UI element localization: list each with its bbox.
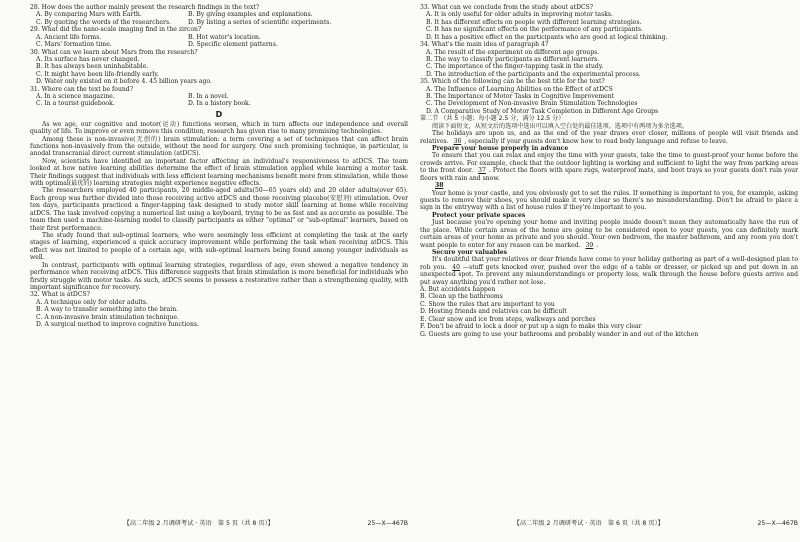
option-33c: C. It has no significant effects on the performance of any participants. [426,26,643,34]
question-33: 33. What can we conclude from the study about atDCS? [420,4,594,11]
question-30: 30. What can we learn about Mars from the research? [30,48,198,56]
footer-left [30,520,408,532]
option-35a: A. The Influence of Learning Abilities on the Effect of atDCS [426,85,613,93]
option-30b: B. It has always been uninhabitable. [36,63,149,71]
passage-paragraph: As we age, our cognitive and motor(运动) functions worsen, which in turn affects our independence and overall quality of life. To improve or even remove this condition, research has given rise to many promising technologies. [30,120,408,136]
blank-40[interactable]: 40 [452,263,460,271]
blank-38[interactable]: 38 [435,182,444,190]
footer-code: 25—X—467B [757,520,798,527]
option-28b: B. By giving examples and explanations. [188,11,313,19]
option-29b: B. Hot water's location. [188,33,261,41]
question-31: 31. Where can the text be found? [30,85,133,93]
option-32a: A. A technique only for older adults. [36,298,148,306]
options-row [36,11,408,18]
option-28c: C. By quoting the words of the researchers. [36,18,172,26]
option-33d: D. It has a positive effect on the participants who are good at logical thinking. [426,33,668,41]
option-30d: D. Water only existed on it before 4. 45 billion years ago. [36,78,212,86]
option-35d: D. A Comparative Study of Motor Task Completion in Different Age Groups [426,107,659,115]
footer-page-label: 【高二年级 2 月调研考试 · 英语 第 6 页（共 8 页）】 [513,520,664,527]
passage-text: It's doubtful that your relatives or dear friends have come to your holiday gathering as part of a well-designed plan to rob you. [420,256,798,271]
option-31a: A. In a science magazine. [36,93,115,101]
question-35: 35. Which of the following can be the best title for the text? [420,78,605,86]
option-29d: D. Specific element patterns. [188,41,278,49]
option-34c: C. The importance of the finger-tapping task in the study. [426,63,604,71]
passage-paragraph: Your home is your castle, and you obviously get to set the rules. If something is important to you, for example, asking guests to remove their shoes, you should make it very clear so there's no misunderstanding. Don't be afraid to place a sign in the entryway with a list of house rules if they're important to you. [420,189,798,212]
passage-text: The holidays are upon us, and as the end of the year draws ever closer, millions of people will visit friends and relatives. [420,130,798,145]
choice-d: D. Hosting friends and relatives can be difficult [420,308,567,316]
footer-page-label: 【高二年级 2 月调研考试 · 英语 第 5 页（共 8 页）】 [123,520,274,527]
subheading-valuables: Secure your valuables [432,248,508,256]
options-row [36,100,408,107]
passage-text: . Protect the floors with spare rugs, waterproof mats, and boot trays so your guests don't ruin your floors with rain and snow. [420,167,798,182]
option-31c: C. In a tourist guidebook. [36,100,115,108]
options-row [36,93,408,100]
option-34a: A. The result of the experiment on different age groups. [426,48,600,56]
right-page [420,4,798,516]
option-30c: C. It might have been life-friendly early. [36,70,159,78]
passage-paragraph: Among these is non-invasive(无创的) brain stimulation: a term covering a set of techniques that can affect brain functions non-invasively from the outside, without the need for surgery. One such promising technique, in particular, is anodal transcranial direct current stimulation (atDCS). [30,135,408,158]
passage-paragraph [420,219,798,249]
option-29c: C. Mars' formation time. [36,41,112,49]
passage-text: To ensure that you can relax and enjoy the time with your guests, take the time to guest-proof your home before the crowds arrive. For example, check that the outdoor lighting is working and sufficient to light the way from parking areas to the front door. [420,152,798,175]
section-2-heading: 第二节 （共 5 小题；每小题 2.5 分，满分 12.5 分） [420,115,565,123]
footer-right [420,520,798,532]
passage-paragraph [420,130,798,145]
option-32c: C. A non-invasive brain stimulation technique. [36,313,179,321]
passage-text: —stuff gets knocked over, pushed over the edge of a table or dresser, or picked up and put down in an unexpected spot. To prevent any misunderstandings or property loss, walk through the house before guests arrive and put away anything you'd rather not lose. [420,263,798,286]
option-35b: B. The Importance of Motor Tasks in Cognitive Improvement [426,93,615,101]
options-row [36,41,408,48]
option-34b: B. The way to classify participants as different learners. [426,55,600,63]
choice-g: G. Guests are going to use your bathrooms and probably wander in and out of the kitchen [420,330,699,338]
option-31d: D. In a history book. [188,100,251,108]
passage-paragraph [420,152,798,182]
option-33a: A. It is only useful for older adults in improving motor tasks. [426,11,613,19]
passage-text: Just because you're opening your home and inviting people inside doesn't mean they automatically have the run of the place. While certain areas of the home are going to be considered open to your guests, you can definitely mark certain areas of your home as private and you should. Your own bedroom, the master bathroom, and any room you don't want people to enter for any reason can be marked. [420,219,798,249]
passage-paragraph [420,256,798,286]
option-28d: D. By listing a series of scientific experiments. [188,18,332,26]
passage-paragraph: Now, scientists have identified an important factor affecting an individual's responsiveness to atDCS. The team looked at how native learning abilities determine the effect of brain stimulation applied while learning a motor task. Their findings suggest that individuals with less efficient learning mechanisms benefit more from stimulation, while those with optimal(最优的) learning strategies might experience negative effects. [30,157,408,188]
option-33b: B. It has different effects on people with different learning strategies. [426,18,642,26]
option-32d: D. A surgical method to improve cognitive functions. [36,321,199,329]
choice-b: B. Clean up the bathrooms [420,293,503,301]
section-2-instructions: 阅读下面短文，从短文后的选项中选出可以填入空白处的最佳选项。选项中有两项为多余选项。 [432,122,688,130]
passage-paragraph: In contrast, participants with optimal learning strategies, regardless of age, even showed a negative tendency in performance when receiving atDCS. This difference suggests that brain stimulation is more beneficial for individuals who firstly struggle with motor tasks. As such, atDCS seems to possess a restorative rather than a strengthening quality, with important significance for recovery. [30,261,408,291]
option-35c: C. The Development of Non-invasive Brain Stimulation Technologies [426,100,638,108]
option-30a: A. Its surface has never changed. [36,55,140,63]
option-29a: A. Ancient life forms. [36,33,102,41]
options-row [36,19,408,26]
option-31b: B. In a novel. [188,93,229,101]
question-32: 32. What is atDCS? [30,291,90,299]
question-29: 29. What did the nano-scale imaging find in the zircon? [30,26,202,34]
section-letter-d: D [215,109,223,119]
question-34: 34. What's the main idea of paragraph 4? [420,41,549,49]
choice-c: C. Show the rules that are important to you [420,300,555,308]
choice-a: A. But accidents happen [420,286,496,294]
question-28: 28. How does the author mainly present the research findings in the text? [30,4,260,11]
option-28a: A. By comparing Mars with Earth. [36,11,142,19]
passage-text: , especially if your guests don't know how to read body language and refuse to leave. [464,137,728,145]
subheading-blank-38 [420,182,798,189]
left-page [30,4,408,516]
option-32b: B. A way to transfer something into the brain. [36,306,179,314]
blank-39[interactable]: 39 [585,241,594,249]
subheading-prepare: Prepare your house properly in advance [432,145,569,153]
options-row [36,34,408,41]
blank-36[interactable]: 36 [453,137,462,145]
subheading-private: Protect your private spaces [432,211,526,219]
choice-f: F. Don't be afraid to lock a door or put up a sign to make this very clear [420,323,642,331]
blank-37[interactable]: 37 [478,167,486,175]
passage-paragraph: The researchers employed 40 participants, 20 middle-aged adults(50—65 years old) and 20 older adults(over 65). Each group was further divided into those receiving active atDCS and those receiving placebo(安慰剂) stimulation. Over ten days, participants practiced a finger-tapping task designed to study motor skill learning at home while receiving atDCS. The task involved copying a numerical list using a keyboard, trying to be as fast and as accurate as possible. The team then used a machine-learning model to classify participants as either "optimal" or "sub-optimal" learners, based on their first performance. [30,187,408,232]
passage-text: . [596,241,599,249]
passage-paragraph: The study found that sub-optimal learners, who were seemingly less efficient at completing the task at the early stages of learning, experienced a quick accuracy improvement while performing the task when receiving atDCS. This effect was not limited to people of a certain age, with sub-optimal learners being found among younger individuals as well. [30,231,408,262]
choice-e: E. Clear snow and ice from steps, walkways and porches [420,315,596,323]
footer-code: 25—X—467B [367,520,408,527]
option-34d: D. The introduction of the participants and the experimental process. [426,70,641,78]
